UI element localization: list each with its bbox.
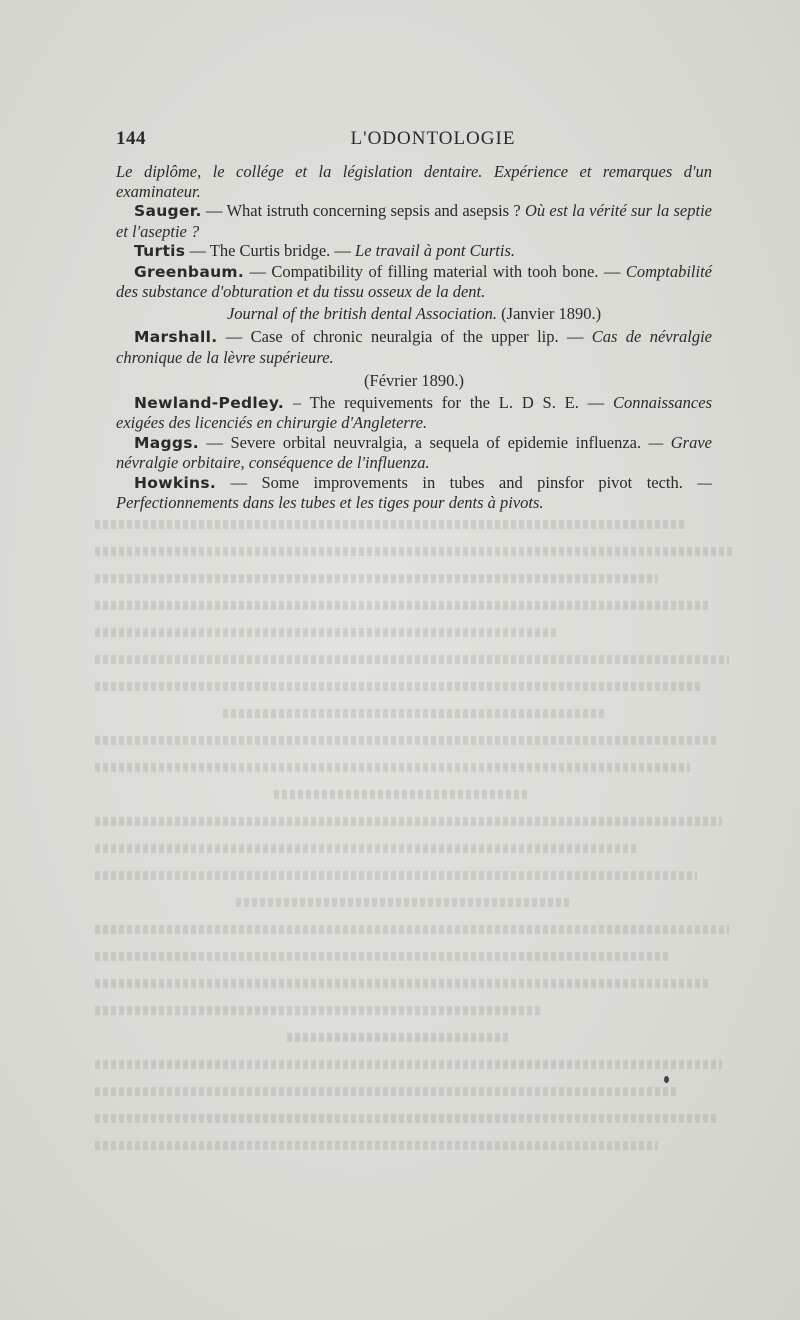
author-name: Maggs. <box>134 433 199 452</box>
article-title: — Compatibility of filling material with tooh bone. — <box>244 261 621 281</box>
journal-name: Journal of the british dental Association. <box>226 303 498 323</box>
ink-speck <box>664 1076 669 1083</box>
entry-sauger <box>116 201 712 241</box>
article-title: — Some improvements in tubes and pinsfor pivot tecth. <box>216 472 683 492</box>
entry-marshall <box>116 327 712 367</box>
article-translation: Le travail à pont Curtis. <box>350 241 516 260</box>
running-title: L'ODONTOLOGIE <box>350 128 516 149</box>
article-title: — What istruth concerning sepsis and asepsis ? <box>201 201 521 220</box>
journal-date: (Janvier 1890.) <box>497 303 602 323</box>
author-name: Marshall. <box>134 328 218 346</box>
page-header <box>116 128 710 154</box>
author-name: Howkins. <box>134 473 217 492</box>
article-translation: Comptabilité des substance d'obturation et du tissu osseux de la dent. <box>116 261 712 301</box>
article-title: – The requivements for the L. D S. E. — <box>284 392 605 412</box>
issue-date: (Février 1890.) <box>364 371 464 390</box>
author-name: Newland-Pedley. <box>134 393 285 412</box>
entry-intro: Le diplôme, le collége et la législation dentaire. Expérience et remarques d'un examinateur. <box>116 162 712 201</box>
author-name: Greenbaum. <box>134 262 245 281</box>
page-number: 144 <box>116 128 146 149</box>
article-translation: Où est la vérité sur la septie et l'aseptie ? <box>116 201 712 241</box>
entry-turtis <box>116 241 712 262</box>
author-name: Sauger. <box>134 202 202 220</box>
article-title: — The Curtis bridge. — <box>185 241 351 260</box>
page-body <box>116 162 712 513</box>
entry-greenbaum <box>116 262 712 302</box>
entry-howkins <box>116 473 712 513</box>
article-translation: Cas de névralgie chronique de la lèvre supérieure. <box>116 327 712 367</box>
author-name: Turtis <box>134 242 186 260</box>
entry-maggs <box>116 433 712 473</box>
article-translation: — Grave névralgie orbitaire, conséquence de l'influenza. <box>116 432 713 472</box>
entry-newland-pedley <box>116 393 712 433</box>
bleed-through-text <box>95 520 735 1200</box>
source-journal-line <box>116 304 712 324</box>
article-translation: Connaissances exigées des licenciés en chirurgie d'Angleterre. <box>116 392 713 432</box>
article-translation: — Perfectionnements dans les tubes et les tiges pour dents à pivots. <box>116 472 712 512</box>
article-title: — Severe orbital neuvralgia, a sequela of epidemie influenza. <box>199 432 642 452</box>
article-title: — Case of chronic neuralgia of the upper lip. — <box>217 327 584 346</box>
